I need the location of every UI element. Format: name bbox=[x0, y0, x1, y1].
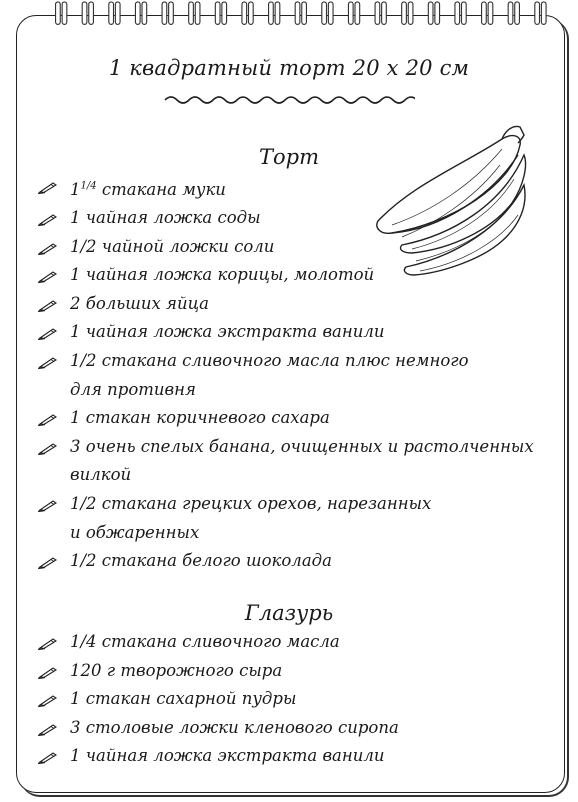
ingredient-text: 1/2 стакана грецких орехов, нарезанных bbox=[70, 494, 432, 514]
spiral-ring-icon bbox=[109, 2, 120, 25]
spiral-ring-icon bbox=[535, 2, 546, 25]
ingredient-continuation: и обжаренных bbox=[70, 522, 200, 542]
pen-icon bbox=[38, 693, 58, 707]
glaze-ingredient-list bbox=[38, 628, 399, 771]
spiral-ring-icon bbox=[82, 2, 93, 25]
spiral-ring-icon bbox=[215, 2, 226, 25]
list-item bbox=[38, 233, 534, 262]
pen-icon bbox=[38, 722, 58, 736]
ingredient-text: 120 г творожного сыра bbox=[70, 660, 283, 680]
list-item bbox=[38, 347, 534, 404]
ingredient-text: 1/2 чайной ложки соли bbox=[70, 236, 275, 256]
ingredient-text: 2 больших яйца bbox=[70, 293, 209, 313]
spiral-ring-icon bbox=[189, 2, 200, 25]
glaze-heading: Глазурь bbox=[244, 601, 334, 625]
pen-icon bbox=[38, 636, 58, 650]
ingredient-rest: стакана муки bbox=[96, 179, 226, 199]
cake-ingredient-list bbox=[38, 172, 534, 576]
spiral-binding bbox=[0, 0, 578, 30]
pen-icon bbox=[38, 555, 58, 569]
ingredient-text: 1 стакан коричневого сахара bbox=[70, 408, 330, 428]
list-item bbox=[38, 685, 399, 714]
pen-icon bbox=[38, 412, 58, 426]
spiral-ring-icon bbox=[508, 2, 519, 25]
ingredient-text: 1/2 стакана белого шоколада bbox=[70, 551, 332, 571]
ingredient-continuation: для противня bbox=[70, 379, 196, 399]
list-item bbox=[38, 547, 534, 576]
ingredient-text: 1 чайная ложка соды bbox=[70, 208, 261, 228]
list-item bbox=[38, 628, 399, 657]
ingredient-text: 1 чайная ложка экстракта ванили bbox=[70, 746, 385, 766]
list-item bbox=[38, 433, 534, 490]
ingredient-text: 3 очень спелых банана, очищенных и растолченных bbox=[70, 436, 534, 456]
spiral-ring-icon bbox=[482, 2, 493, 25]
list-item bbox=[38, 714, 399, 743]
cake-heading: Торт bbox=[258, 145, 319, 169]
list-item bbox=[38, 318, 534, 347]
list-item bbox=[38, 172, 534, 204]
spiral-ring-icon bbox=[295, 2, 306, 25]
list-item bbox=[38, 490, 534, 547]
ingredient-text: 1/4 стакана сливочного масла bbox=[70, 632, 340, 651]
spiral-ring-icon bbox=[135, 2, 146, 25]
pen-icon bbox=[38, 355, 58, 369]
list-item bbox=[38, 657, 399, 686]
spiral-ring-icon bbox=[455, 2, 466, 25]
pen-icon bbox=[38, 180, 58, 194]
ingredient-text: 1 чайная ложка корицы, молотой bbox=[70, 265, 375, 285]
spiral-ring-icon bbox=[162, 2, 173, 25]
list-item bbox=[38, 204, 534, 233]
spiral-ring-icon bbox=[242, 2, 253, 25]
ingredient-continuation: вилкой bbox=[70, 465, 132, 485]
pen-icon bbox=[38, 269, 58, 283]
list-item bbox=[38, 404, 534, 433]
pen-icon bbox=[38, 241, 58, 255]
pen-icon bbox=[38, 326, 58, 340]
ingredient-text: 1/2 стакана сливочного масла плюс немного bbox=[70, 351, 469, 371]
spiral-ring-icon bbox=[56, 2, 67, 25]
ingredient-text: 3 столовые ложки кленового сиропа bbox=[70, 717, 399, 737]
list-item bbox=[38, 290, 534, 319]
recipe-title: 1 квадратный торт 20 х 20 см bbox=[108, 56, 470, 80]
wave-divider-icon bbox=[163, 92, 415, 106]
ingredient-text: 1 чайная ложка экстракта ванили bbox=[70, 322, 385, 342]
pen-icon bbox=[38, 665, 58, 679]
ingredient-lead: 1 bbox=[70, 179, 81, 199]
spiral-ring-icon bbox=[375, 2, 386, 25]
pen-icon bbox=[38, 498, 58, 512]
pen-icon bbox=[38, 441, 58, 455]
fraction-superscript: 1/4 bbox=[80, 180, 97, 191]
list-item bbox=[38, 742, 399, 771]
spiral-ring-icon bbox=[402, 2, 413, 25]
pen-icon bbox=[38, 750, 58, 764]
spiral-ring-icon bbox=[428, 2, 439, 25]
spiral-ring-icon bbox=[269, 2, 280, 25]
spiral-ring-icon bbox=[322, 2, 333, 25]
ingredient-text: 1 стакан сахарной пудры bbox=[70, 689, 297, 709]
pen-icon bbox=[38, 298, 58, 312]
list-item bbox=[38, 261, 534, 290]
pen-icon bbox=[38, 212, 58, 226]
spiral-ring-icon bbox=[348, 2, 359, 25]
ingredient-text bbox=[70, 180, 226, 199]
